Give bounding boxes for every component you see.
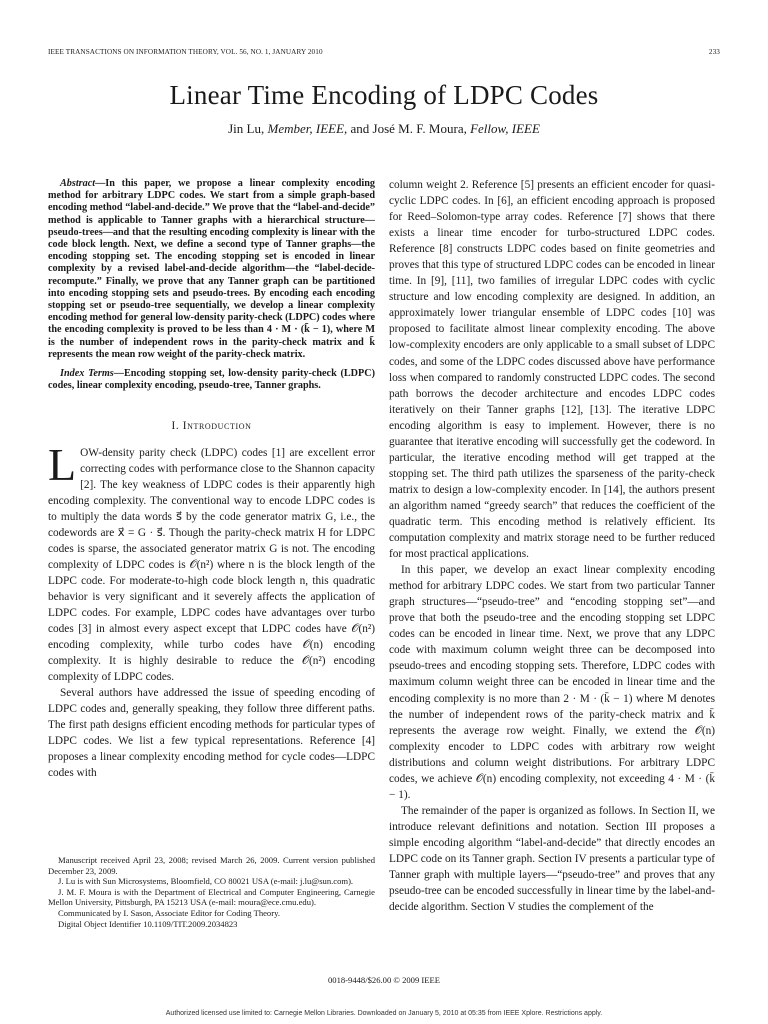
index-terms: [48, 368, 375, 392]
footnote-author-1: J. Lu is with Sun Microsystems, Bloomfield, CO 80021 USA (e-mail: j.lu@sun.com).: [58, 876, 354, 887]
license-notice: Authorized licensed use limited to: Carnegie Mellon Libraries. Downloaded on January 5, 2010 at 05:35 from IEEE Xplore. Restrictions apply.: [165, 1010, 603, 1017]
paper-title: Linear Time Encoding of LDPC Codes: [169, 80, 599, 110]
drop-cap: L: [48, 438, 77, 490]
section-heading: [48, 418, 375, 434]
abstract: [48, 178, 375, 361]
running-header: [48, 48, 720, 60]
intro-paragraph-5: The remainder of the paper is organized as follows. In Section II, we introduce relevant definitions and notation. Section III proposes a simple encoding algorithm “label-and-decide” that directly encodes an LDPC code on its Tanner graph. Section IV presents a particular type of Tanner graph with multiple layers—“pseudo-tree” and proves that any pseudo-tree can be encoded successfully in linear time by the label-and-decide algorithm. Section V studies the complement of the: [389, 804, 715, 914]
author-name-2: José M. F. Moura,: [372, 121, 467, 136]
footnote-author-2: J. M. F. Moura is with the Department of Electrical and Computer Engineering, Carnegie Mellon University, Pittsburgh, PA 15213 USA (e-mail: moura@ece.cmu.edu).: [48, 886, 375, 908]
intro-paragraph-3: column weight 2. Reference [5] presents an efficient encoder for quasi-cyclic LDPC codes. In [6], an efficient encoding approach is proposed for Reed–Solomon-type array codes. Reference [7] shows that there exists a linear time encoder for turbo-structured LDPC codes. Reference [8] constructs LDPC codes based on finite geometries and proves that this type of structured LDPC codes can be encoded in linear time. In [9], [11], two families of irregular LDPC codes with cyclic structure and low encoding complexity are designed. In addition, an approximately lower triangular ensemble of LDPC codes [10] was proposed to facilitate almost linear complexity encoding. The above low-complexity encoders are only applicable to a small subset of LDPC codes, and some of the LDPC codes discussed above have performance loss when compared to randomly constructed LDPC codes. The second path borrows the decoder architecture and encodes LDPC codes iteratively on their Tanner graphs [12], [13]. The iterative LDPC encoding algorithm is easy to implement. However, there is no guarantee that iterative encoding will successfully get the codeword. In particular, the iterative encoding method will get trapped at the stopping set. The third path utilizes the sparseness of the parity-check matrix to design a low-complexity encoder. In [14], the authors present an algorithm named “greedy search” that reduces the coefficient of the quadratic term. This encoding method is relatively efficient. Its computation complexity and matrix storage need to be further reduced for most practical applications.: [389, 179, 715, 561]
section-number: I.: [171, 420, 180, 433]
issn-copyright: 0018-9448/$26.00 © 2009 IEEE: [327, 975, 441, 985]
author-line: [0, 121, 768, 137]
footnotes: [48, 855, 375, 929]
abstract-lead: Abstract: [60, 178, 96, 189]
intro-paragraph-4: In this paper, we develop an exact linear complexity encoding method for arbitrary LDPC codes. We start from two particular Tanner graph structures—“pseudo-tree” and “encoding stopping set”—and prove that both the pseudo-tree and the encoding stopping set LDPC codes can be encoded in linear time. Next, we prove that any LDPC code with maximum column weight three can be decomposed into pseudo-trees and encoding stopping sets. Therefore, LDPC codes with maximum column weight three can be encoded in linear time and the encoding complexity is no more than 2 · M · (k̄ − 1) where M denotes the number of independent rows of the parity-check matrix and k̄ represents the average row weight. Finally, we extend the 𝒪(n) complexity encoder to LDPC codes with arbitrary row weight distributions and column weight distributions. For arbitrary LDPC codes, we achieve 𝒪(n) encoding complexity, not exceeding 4 · M · (k̄ − 1).: [389, 564, 715, 801]
author-role-1: Member, IEEE,: [267, 121, 348, 136]
author-name-1: Jin Lu,: [228, 121, 265, 136]
index-terms-text: —Encoding stopping set, low-density parity-check (LDPC) codes, linear complexity encoding, pseudo-tree, Tanner graphs.: [48, 368, 375, 392]
footnote-doi: Digital Object Identifier 10.1109/TIT.2009.2034823: [58, 918, 238, 929]
journal-citation: IEEE TRANSACTIONS ON INFORMATION THEORY, VOL. 56, NO. 1, JANUARY 2010: [48, 48, 323, 56]
left-column: [48, 178, 375, 781]
page-number: 233: [708, 48, 720, 56]
abstract-text: —In this paper, we propose a linear complexity encoding method for arbitrary LDPC codes. We start from a simple graph-based encoding method “label-and-decide.” We prove that the “label-and-decide” method is applicable to Tanner graphs with a hierarchical structure—pseudo-trees—and that the resulting encoding complexity is linear with the code block length. Next, we define a second type of Tanner graphs—the encoding stopping set. The encoding stopping set is encoded in linear complexity by a revised label-and-decide algorithm—the “label-decide-recompute.” Finally, we prove that any Tanner graph can be partitioned into encoding stopping sets and pseudo-trees. By encoding each encoding stopping set or pseudo-tree sequentially, we develop a linear complexity encoding method for general low-density parity-check (LDPC) codes where the encoding complexity is proved to be less than 4 · M · (k̄ − 1), where M is the number of independent rows in the parity-check matrix and k̄ represents the mean row weight of the parity-check matrix.: [48, 178, 375, 360]
intro-paragraph-2: Several authors have addressed the issue of speeding encoding of LDPC codes and, generally speaking, they follow three different paths. The first path designs efficient encoding methods for particular types of LDPC codes. We list a few typical representations. Reference [4] proposes a linear complexity encoding method for cycle codes—LDPC codes with: [48, 687, 375, 780]
author-role-2: Fellow, IEEE: [470, 121, 540, 136]
intro-paragraph-1-text: OW-density parity check (LDPC) codes [1] are excellent error correcting codes with performance close to the Shannon capacity [2]. The key weakness of LDPC codes is their apparently high encoding complexity. The conventional way to encode LDPC codes is to multiply the data words s⃗ by the code generator matrix G, i.e., the codewords are x⃗ = G · s⃗. Though the parity-check matrix H for LDPC codes is sparse, the associated generator matrix G is not. The encoding complexity of LDPC codes is 𝒪(n²) where n is the block length of the LDPC code. For moderate-to-high code block length n, this quadratic behavior is very significant and it severely affects the application of LDPC codes. For example, LDPC codes have advantages over turbo codes [3] in almost every aspect except that LDPC codes have 𝒪(n²) encoding complexity, while turbo codes have 𝒪(n) encoding complexity. It is highly desirable to reduce the 𝒪(n²) encoding complexity of LDPC codes.: [48, 446, 375, 684]
index-terms-lead: Index Terms: [60, 368, 114, 380]
right-column: [389, 177, 715, 915]
footnote-manuscript: Manuscript received April 23, 2008; revised March 26, 2009. Current version published December 23, 2009.: [48, 855, 375, 876]
intro-paragraph-1: [48, 438, 375, 686]
author-conjunction: and: [350, 121, 370, 136]
section-title: Introduction: [182, 420, 252, 433]
footnote-communicated: Communicated by I. Sason, Associate Editor for Coding Theory.: [58, 907, 280, 918]
